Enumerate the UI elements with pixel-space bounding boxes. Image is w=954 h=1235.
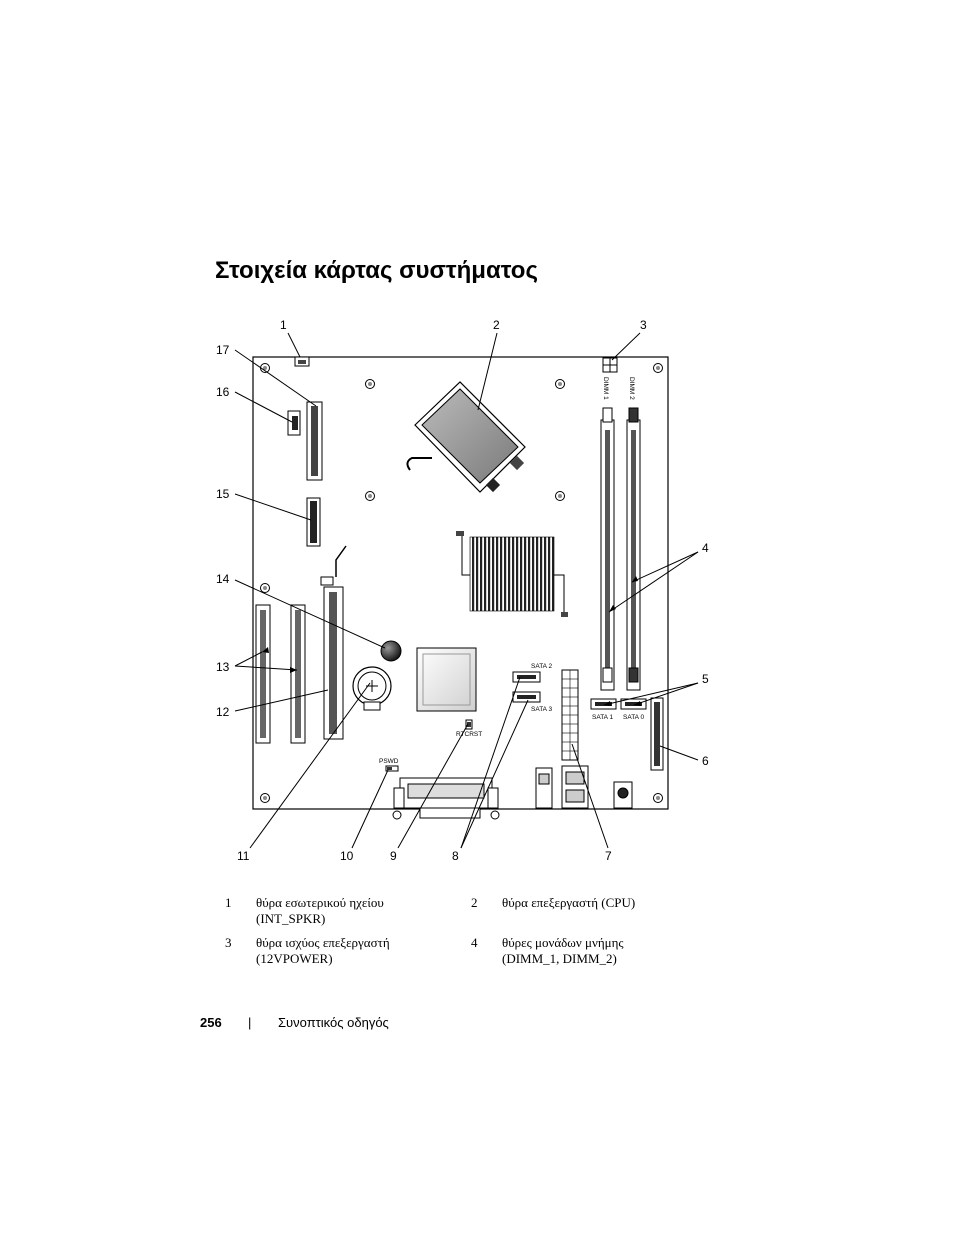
speaker: [381, 641, 401, 661]
sata0-label: SATA 0: [623, 714, 645, 721]
callout-3: 3: [640, 318, 647, 332]
dimm1-label: DIMM 1: [602, 377, 609, 400]
pswd-label: PSWD: [379, 758, 399, 765]
callout-6: 6: [702, 754, 709, 768]
callout-16: 16: [216, 385, 230, 399]
callout-7: 7: [605, 849, 612, 863]
sata2-label: SATA 2: [531, 663, 553, 670]
dimm2-label: DIMM 2: [628, 377, 635, 400]
legend-number: 1: [225, 895, 232, 910]
callout-10: 10: [340, 849, 354, 863]
callout-5: 5: [702, 672, 709, 686]
legend-text: θύρα επεξεργαστή (CPU): [502, 895, 636, 910]
callout-8: 8: [452, 849, 459, 863]
rtcrst-label: RTCRST: [456, 731, 483, 738]
heatsink: [456, 531, 568, 617]
legend-text: θύρα ισχύος επεξεργαστή (12VPOWER): [256, 935, 390, 966]
callout-17: 17: [216, 343, 230, 357]
callout-11: 11: [237, 849, 250, 863]
callout-4: 4: [702, 541, 709, 555]
callout-15: 15: [216, 487, 230, 501]
legend-text: θύρες μονάδων μνήμης (DIMM_1, DIMM_2): [502, 935, 624, 966]
callout-13: 13: [216, 660, 230, 674]
legend-text: θύρα εσωτερικού ηχείου (INT_SPKR): [256, 895, 384, 926]
legend-number: 2: [471, 895, 478, 910]
footer-separator: |: [248, 1015, 252, 1030]
sata1-label: SATA 1: [592, 714, 614, 721]
section-name: Συνοπτικός οδηγός: [278, 1015, 389, 1030]
callout-9: 9: [390, 849, 397, 863]
chipset: [417, 648, 476, 711]
callout-14: 14: [216, 572, 230, 586]
legend-number: 3: [225, 935, 232, 950]
page-number: 256: [200, 1015, 222, 1030]
legend-number: 4: [471, 935, 478, 950]
callout-12: 12: [216, 705, 230, 719]
callout-1: 1: [280, 318, 287, 332]
sata3-label: SATA 3: [531, 706, 553, 713]
callout-2: 2: [493, 318, 500, 332]
page-title: Στοιχεία κάρτας συστήματος: [215, 257, 538, 284]
